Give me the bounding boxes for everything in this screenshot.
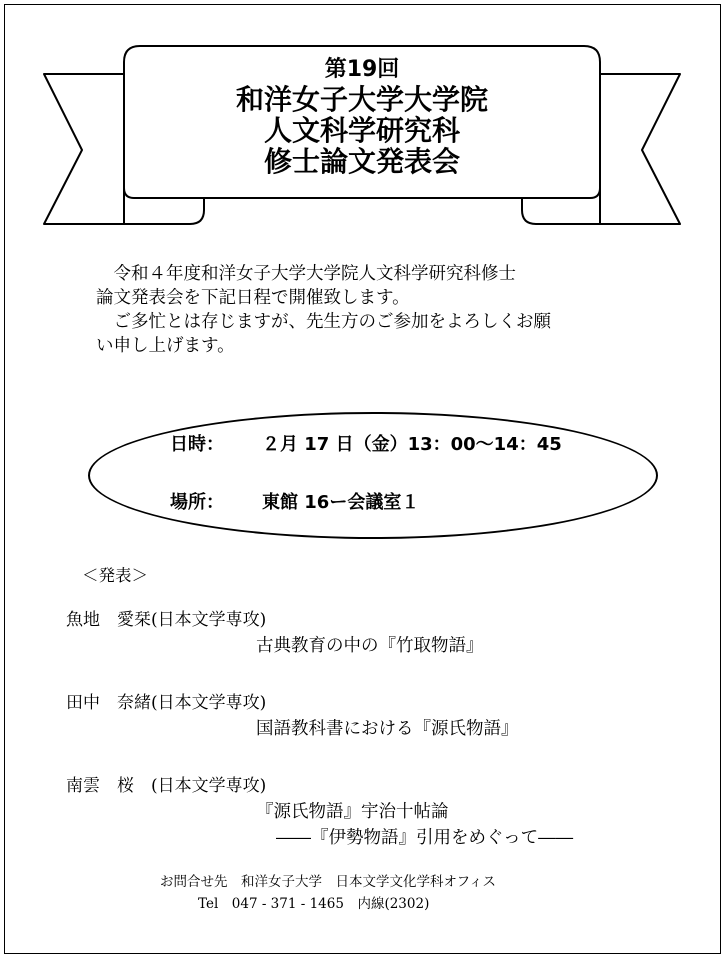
banner-title	[124, 56, 600, 177]
date-label: 日時：	[170, 434, 224, 455]
presenter-name: 魚地 愛栞(日本文学専攻)	[66, 610, 267, 630]
event-place	[170, 488, 419, 514]
event-date	[170, 430, 562, 456]
presenter-name: 南雲 桜 (日本文学専攻)	[66, 776, 267, 796]
intro-para2-line1: ご多忙とは存じますが、先生方のご参加をよろしくお願	[113, 312, 551, 332]
intro-text	[96, 262, 656, 358]
intro-para1-line1: 令和４年度和洋女子大学大学院人文科学研究科修士	[113, 264, 516, 284]
banner-line-3: 人文科学研究科	[263, 114, 460, 147]
section-heading: ＜発表＞	[82, 566, 148, 585]
intro-para1-line2: 論文発表会を下記日程で開催致します。	[96, 288, 410, 308]
presentation-title: 『源氏物語』宇治十帖論	[256, 802, 449, 822]
contact-line-2: Tel 047 - 371 - 1465 内線(2302)	[198, 896, 430, 912]
banner-line-4: 修士論文発表会	[263, 145, 460, 178]
presentation-title: 古典教育の中の『竹取物語』	[256, 636, 484, 656]
contact-line-1: お問合せ先 和洋女子大学 日本文学文化学科オフィス	[160, 874, 497, 890]
banner-line-2: 和洋女子大学大学院	[235, 83, 488, 116]
place-value: 東館 16ー会議室１	[262, 492, 420, 513]
presenter-name: 田中 奈緒(日本文学専攻)	[66, 693, 267, 713]
intro-para2-line2: い申し上げます。	[96, 336, 235, 356]
presentation-subtitle: ――『伊勢物語』引用をめぐって――	[276, 828, 574, 848]
place-label: 場所：	[170, 492, 224, 513]
presentation-title: 国語教科書における『源氏物語』	[256, 719, 519, 739]
date-value: ２月 17 日（金）13：00〜14：45	[262, 434, 562, 455]
banner-line-1: 第19回	[324, 57, 400, 82]
